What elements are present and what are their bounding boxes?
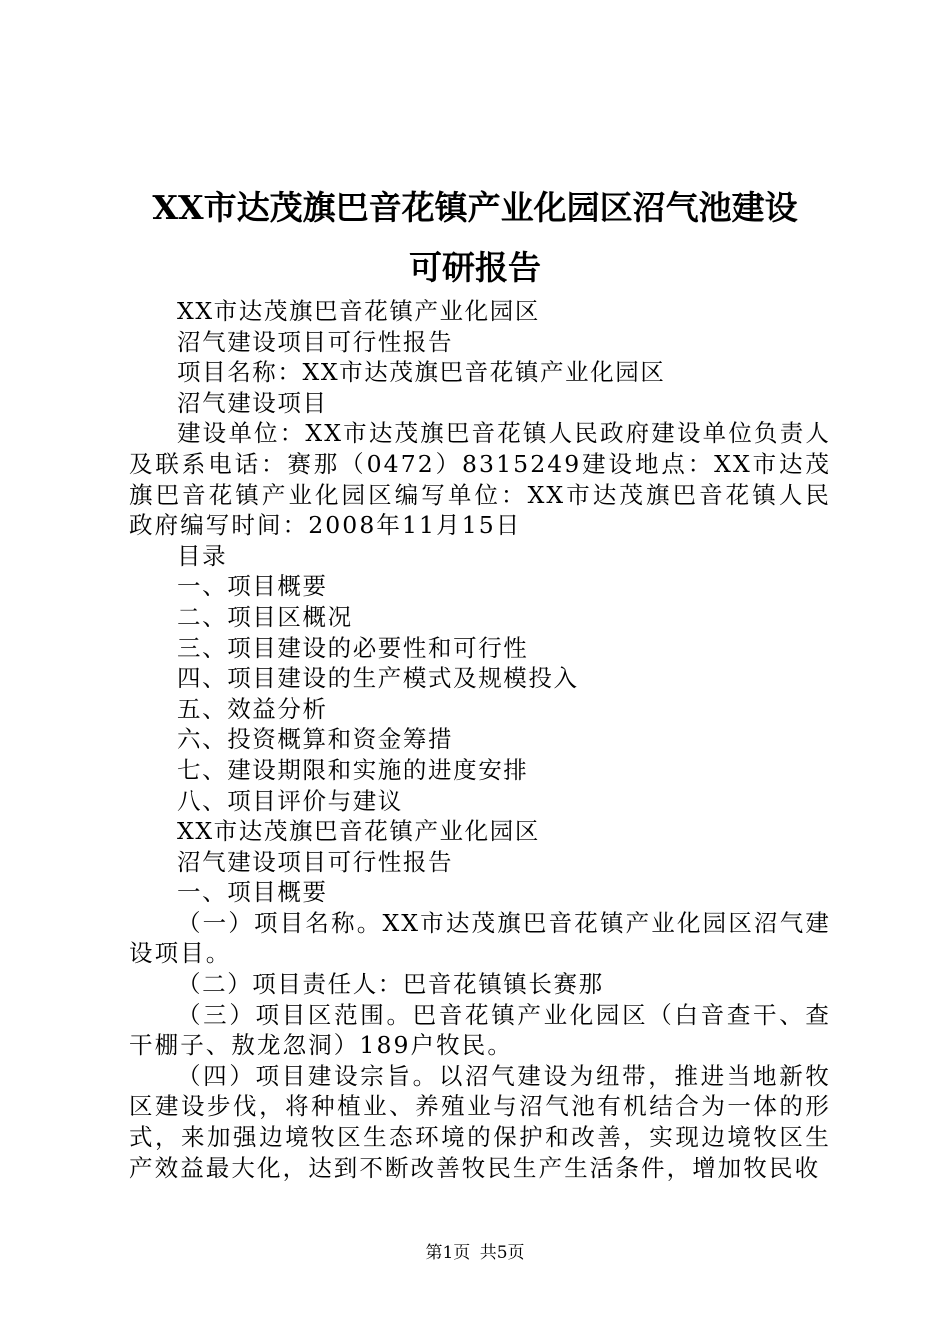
paragraph: XX市达茂旗巴音花镇产业化园区 bbox=[177, 817, 540, 846]
document-title-line-1: XX市达茂旗巴音花镇产业化园区沼气池建设 bbox=[152, 188, 798, 227]
toc-item: 八、项目评价与建议 bbox=[177, 786, 403, 815]
paragraph: 沼气建设项目 bbox=[177, 388, 328, 417]
page-footer bbox=[0, 1242, 950, 1264]
page-number: 第1页 bbox=[425, 1243, 471, 1263]
paragraph: 项目名称：XX市达茂旗巴音花镇产业化园区 bbox=[177, 358, 666, 387]
document-title-line-2: 可研报告 bbox=[409, 248, 541, 287]
toc-item: 二、项目区概况 bbox=[177, 602, 353, 631]
paragraph: XX市达茂旗巴音花镇产业化园区 bbox=[177, 297, 540, 325]
toc-item: 六、投资概算和资金筹措 bbox=[177, 725, 454, 754]
document-body bbox=[129, 296, 831, 1183]
paragraph: （四）项目建设宗旨。以沼气建设为纽带，推进当地新牧区建设步伐，将种植业、养殖业与沼气池有机结合为一体的形式，来加强边境牧区生态环境的保护和改善，实现边境牧区生产效益最大化，达到不断改善牧民生产生活条件，增加牧民收 bbox=[129, 1061, 831, 1182]
toc-item: 一、项目概要 bbox=[177, 572, 328, 601]
section-heading: 一、项目概要 bbox=[177, 878, 328, 907]
toc-item: 三、项目建设的必要性和可行性 bbox=[177, 633, 529, 662]
paragraph: （二）项目责任人：巴音花镇镇长赛那 bbox=[177, 970, 604, 999]
paragraph: （一）项目名称。XX市达茂旗巴音花镇产业化园区沼气建设项目。 bbox=[129, 908, 831, 968]
paragraph: （三）项目区范围。巴音花镇产业化园区（白音查干、查干棚子、敖龙忽洞）189户牧民。 bbox=[129, 1000, 831, 1060]
paragraph: 建设单位：XX市达茂旗巴音花镇人民政府建设单位负责人及联系电话：赛那（0472）8315249建设地点：XX市达茂旗巴音花镇产业化园区编写单位：XX市达茂旗巴音花镇人民政府编写时间：2008年11月15日 bbox=[129, 419, 831, 540]
toc-item: 五、效益分析 bbox=[177, 694, 328, 723]
page-total: 共5页 bbox=[479, 1243, 525, 1263]
paragraph: 沼气建设项目可行性报告 bbox=[177, 327, 454, 356]
paragraph: 沼气建设项目可行性报告 bbox=[177, 847, 454, 876]
toc-item: 七、建设期限和实施的进度安排 bbox=[177, 755, 529, 784]
toc-item: 四、项目建设的生产模式及规模投入 bbox=[177, 664, 579, 693]
toc-heading: 目录 bbox=[177, 541, 228, 570]
